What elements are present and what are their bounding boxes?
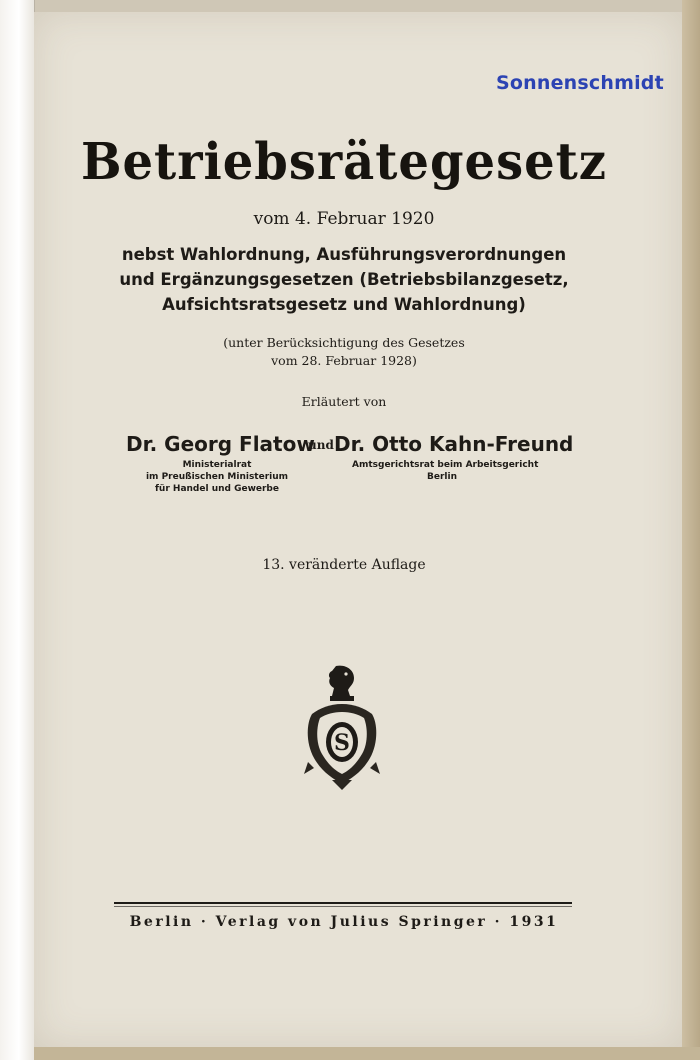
explained-by: Erläutert von — [301, 394, 387, 409]
author-role: Ministerialrat — [182, 460, 252, 470]
owner-stamp: Sonnenschmidt — [496, 72, 664, 94]
author-role: für Handel und Gewerbe — [155, 484, 279, 494]
adjacent-page-edge — [0, 0, 35, 1060]
note-line: vom 28. Februar 1928) — [271, 353, 417, 368]
date-line: vom 4. Februar 1920 — [253, 209, 435, 229]
book-title: Betriebsrätegesetz — [80, 132, 608, 192]
svg-text:S: S — [334, 730, 350, 756]
divider — [114, 906, 572, 907]
author-conjunction: und — [308, 438, 334, 452]
author-name: Dr. Otto Kahn-Freund — [334, 432, 574, 456]
edition-line: 13. veränderte Auflage — [262, 557, 426, 573]
note-line: (unter Berücksichtigung des Gesetzes — [223, 335, 465, 350]
author-role: im Preußischen Ministerium — [145, 472, 289, 482]
subtitle-line: Aufsichtsratsgesetz und Wahlordnung) — [162, 295, 526, 314]
publisher-imprint: Berlin · Verlag von Julius Springer · 1931 — [129, 914, 559, 930]
title-page — [34, 12, 682, 1047]
author-name: Dr. Georg Flatow — [126, 432, 315, 456]
book-edge — [682, 0, 700, 1060]
divider — [114, 902, 572, 904]
book-bottom-edge — [34, 1047, 700, 1060]
subtitle-line: und Ergänzungsgesetzen (Betriebsbilanzgesetz, — [119, 270, 569, 289]
author-role: Amtsgerichtsrat beim Arbeitsgericht — [352, 460, 539, 470]
publisher-emblem-icon — [302, 662, 382, 790]
subtitle-line: nebst Wahlordnung, Ausführungsverordnungen — [121, 245, 567, 264]
author-role: Berlin — [427, 472, 457, 482]
